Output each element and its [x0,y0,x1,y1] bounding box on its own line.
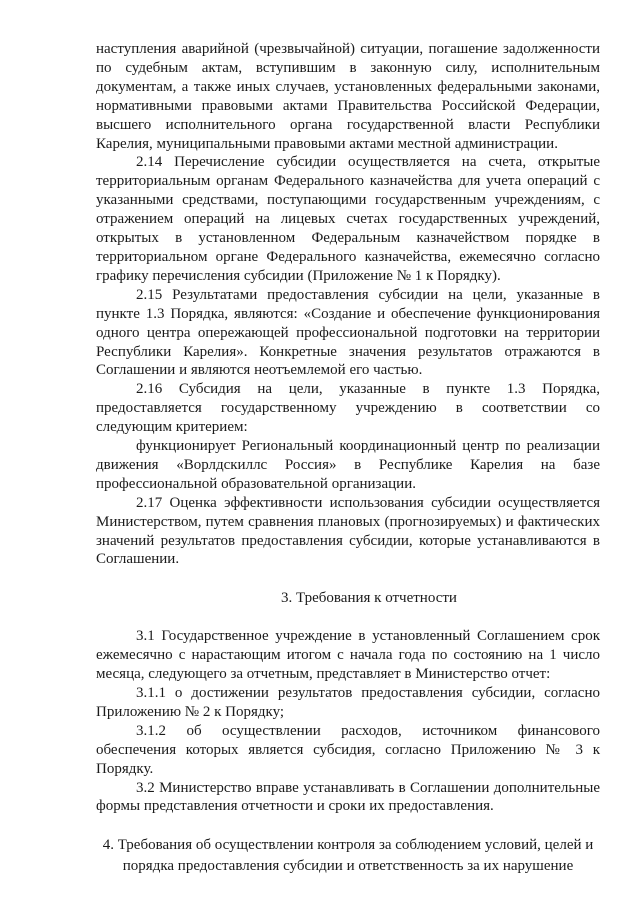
paragraph-3-2: 3.2 Министерство вправе устанавливать в Соглашении дополнительные формы представления отчетности и сроки их предоставления. [96,779,600,815]
paragraph-2-16-criterion: функционирует Региональный координационный центр по реализации движения «Ворлдскиллс Россия» в Республике Карелия на базе профессиональной образовательной организации. [96,438,600,492]
paragraph-2-17: 2.17 Оценка эффективности использования субсидии осуществляется Министерством, путем сравнения плановых (прогнозируемых) и фактических значений результатов предоставления субсидии, которые устанавливаются в Соглашении. [96,494,600,568]
paragraph-2-14: 2.14 Перечисление субсидии осуществляется на счета, открытые территориальным органам Федерального казначейства для учета операций с указанными средствами, поступающими государственным учреждениям, с отражением операций на лицевых счетах государственных учреждений, открытых в установленном Федеральным казначейством порядке в территориальном органе Федерального казначейства, ежемесячно согласно графику перечисления субсидии (Приложение № 1 к Порядку). [96,154,600,284]
paragraph-3-1-1: 3.1.1 о достижении результатов предоставления субсидии, согласно Приложению № 2 к Порядку; [96,685,600,720]
paragraph-3-1: 3.1 Государственное учреждение в установленный Соглашением срок ежемесячно с нарастающим итогом с начала года по состоянию на 1 число месяца, следующего за отчетным, представляет в Министерство отчет: [96,628,600,683]
section-heading-3: 3. Требования к отчетности [281,590,457,607]
paragraph-continuation: наступления аварийной (чрезвычайной) ситуации, погашение задолженности по судебным актам, вступившим в законную силу, исполнительным документам, а также иных случаев, установленных федеральными законами, нормативными правовыми актами Правительства Российской Федерации, высшего исполнительного органа государственной власти Республики Карелия, муниципальными правовыми актами местной администрации. [96,41,600,152]
paragraph-2-16: 2.16 Субсидия на цели, указанные в пункте 1.3 Порядка, предоставляется государственному учреждению в соответствии со следующим критерием: [96,381,600,436]
section-heading-4: 4. Требования об осуществлении контроля за соблюдением условий, целей и порядка предоставления субсидии и ответственность за их нарушение [102,837,594,875]
document-page [96,40,600,877]
paragraph-2-15: 2.15 Результатами предоставления субсидии на цели, указанные в пункте 1.3 Порядка, являются: «Создание и обеспечение функционирования одного центра опережающей профессиональной подготовки на территории Республики Карелия». Конкретные значения результатов отражаются в Соглашении и являются неотъемлемой его частью. [96,286,600,379]
paragraph-3-1-2: 3.1.2 об осуществлении расходов, источником финансового обеспечения которых является субсидия, согласно Приложению № 3 к Порядку. [96,722,600,777]
